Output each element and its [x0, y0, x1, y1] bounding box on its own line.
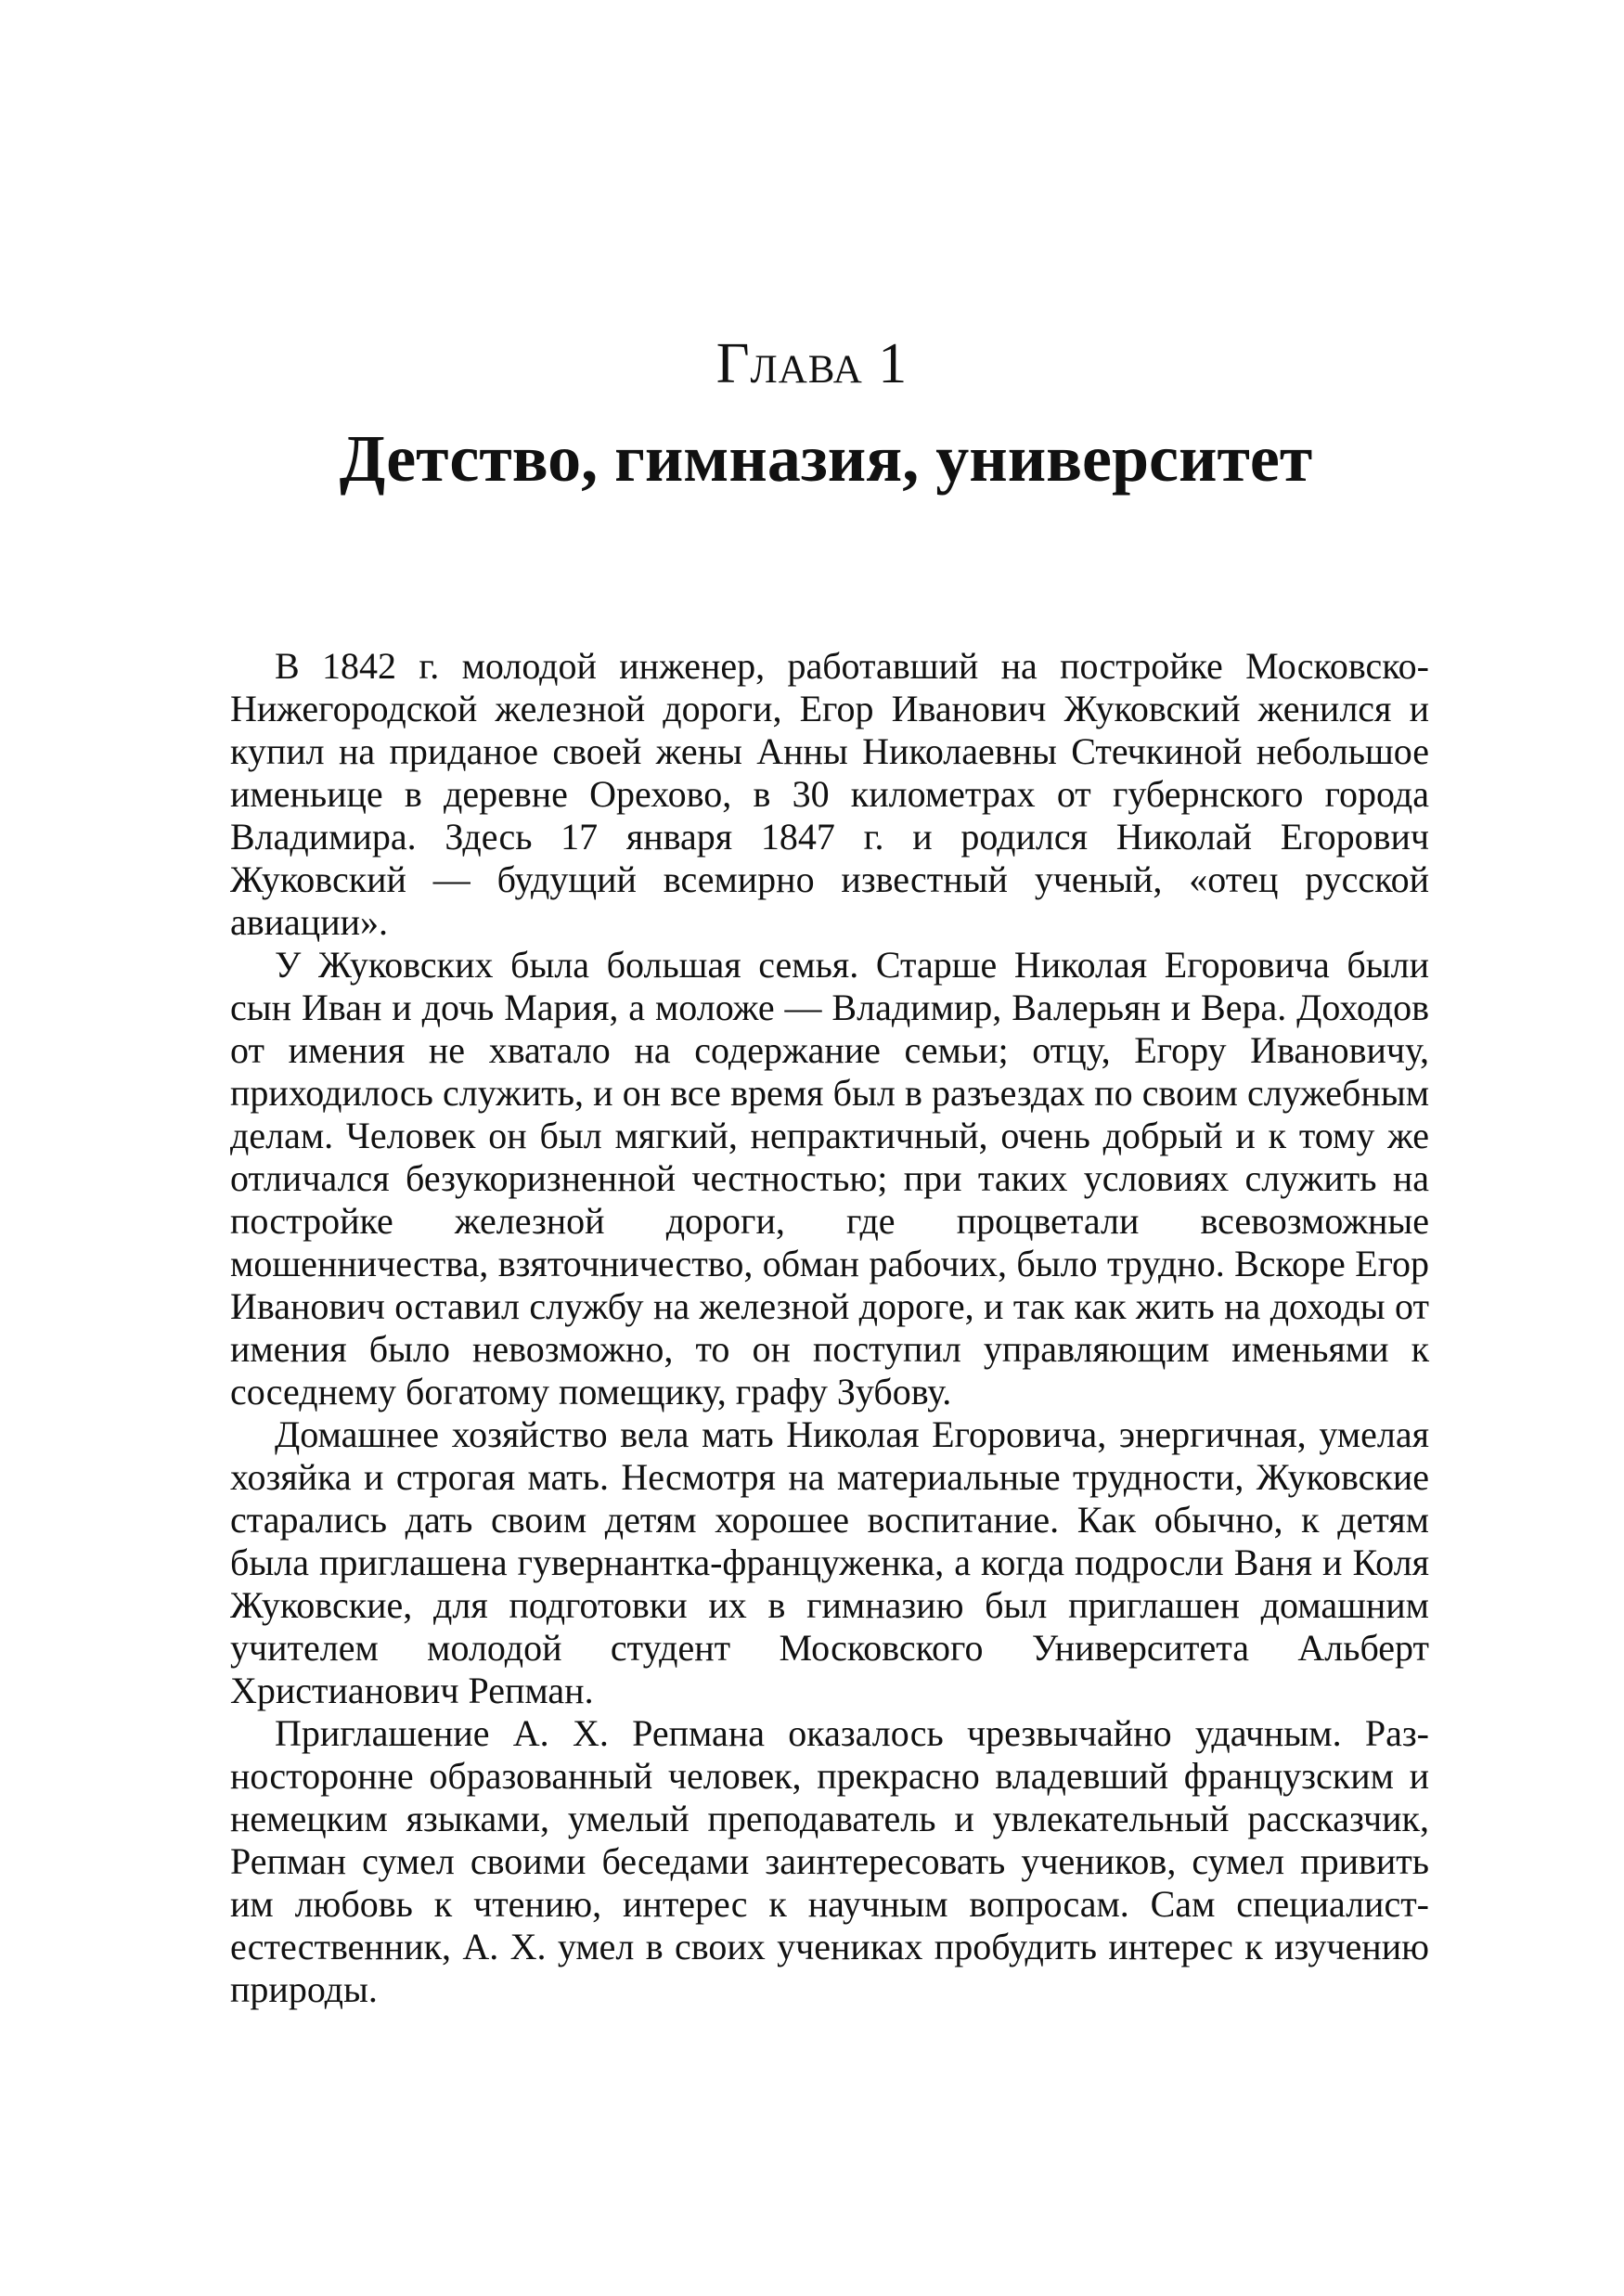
- chapter-body: [230, 645, 1429, 2011]
- paragraph: В 1842 г. молодой инженер, работавший на постройке Московско-Нижегородской железной дороги, Егор Иванович Жуковский женился и купил на приданое своей жены Анны Николаевны Стечкиной небольшое именьице в деревне Орехово, в 30 километрах от губернского города Владимира. Здесь 17 января 1847 г. и родился Николай Егорович Жуковский — будущий всемирно известный ученый, «отец русской авиации».: [230, 645, 1429, 943]
- paragraph: Домашнее хозяйство вела мать Николая Егоровича, энергичная, умелая хозяйка и строгая мать. Несмотря на материальные трудности, Жуковские старались дать своим детям хорошее воспитание. Как обычно, к детям была приглашена гувернантка-француженка, а когда подросли Ваня и Коля Жуковские, для подготовки их в гимназию был приглашен домашним учителем молодой студент Московского Университета Альберт Христианович Репман.: [230, 1413, 1429, 1711]
- chapter-number: Глава 1: [715, 332, 909, 395]
- paragraph: Приглашение А. Х. Репмана оказалось чрезвычайно удачным. Разносторонне образованный человек, прекрасно владевший французским и немецким языками, умелый преподаватель и увлекательный рассказчик, Репман сумел своими беседами заинтересовать учеников, сумел привить им любовь к чтению, интерес к научным вопросам. Сам специалист-естественник, А. Х. умел в своих учениках пробудить интерес к изучению природы.: [230, 1712, 1429, 2010]
- chapter-title: Детство, гимназия, университет: [339, 421, 1313, 496]
- paragraph: У Жуковских была большая семья. Старше Николая Егоровича были сын Иван и дочь Мария, а моложе — Владимир, Валерьян и Вера. Доходов от имения не хватало на содержание семьи; отцу, Егору Ивановичу, приходилось служить, и он все время был в разъездах по своим служебным делам. Человек он был мягкий, непрактичный, очень добрый и к тому же отличался безукоризненной честностью; при таких условиях служить на постройке железной дороги, где процветали всевозможные мошенничества, взяточничество, обман рабочих, было трудно. Вскоре Егор Иванович оставил службу на железной дороге, и так как жить на доходы от имения было невозможно, то он поступил управляющим именьями к соседнему богатому помещику, графу Зубову.: [230, 944, 1429, 1412]
